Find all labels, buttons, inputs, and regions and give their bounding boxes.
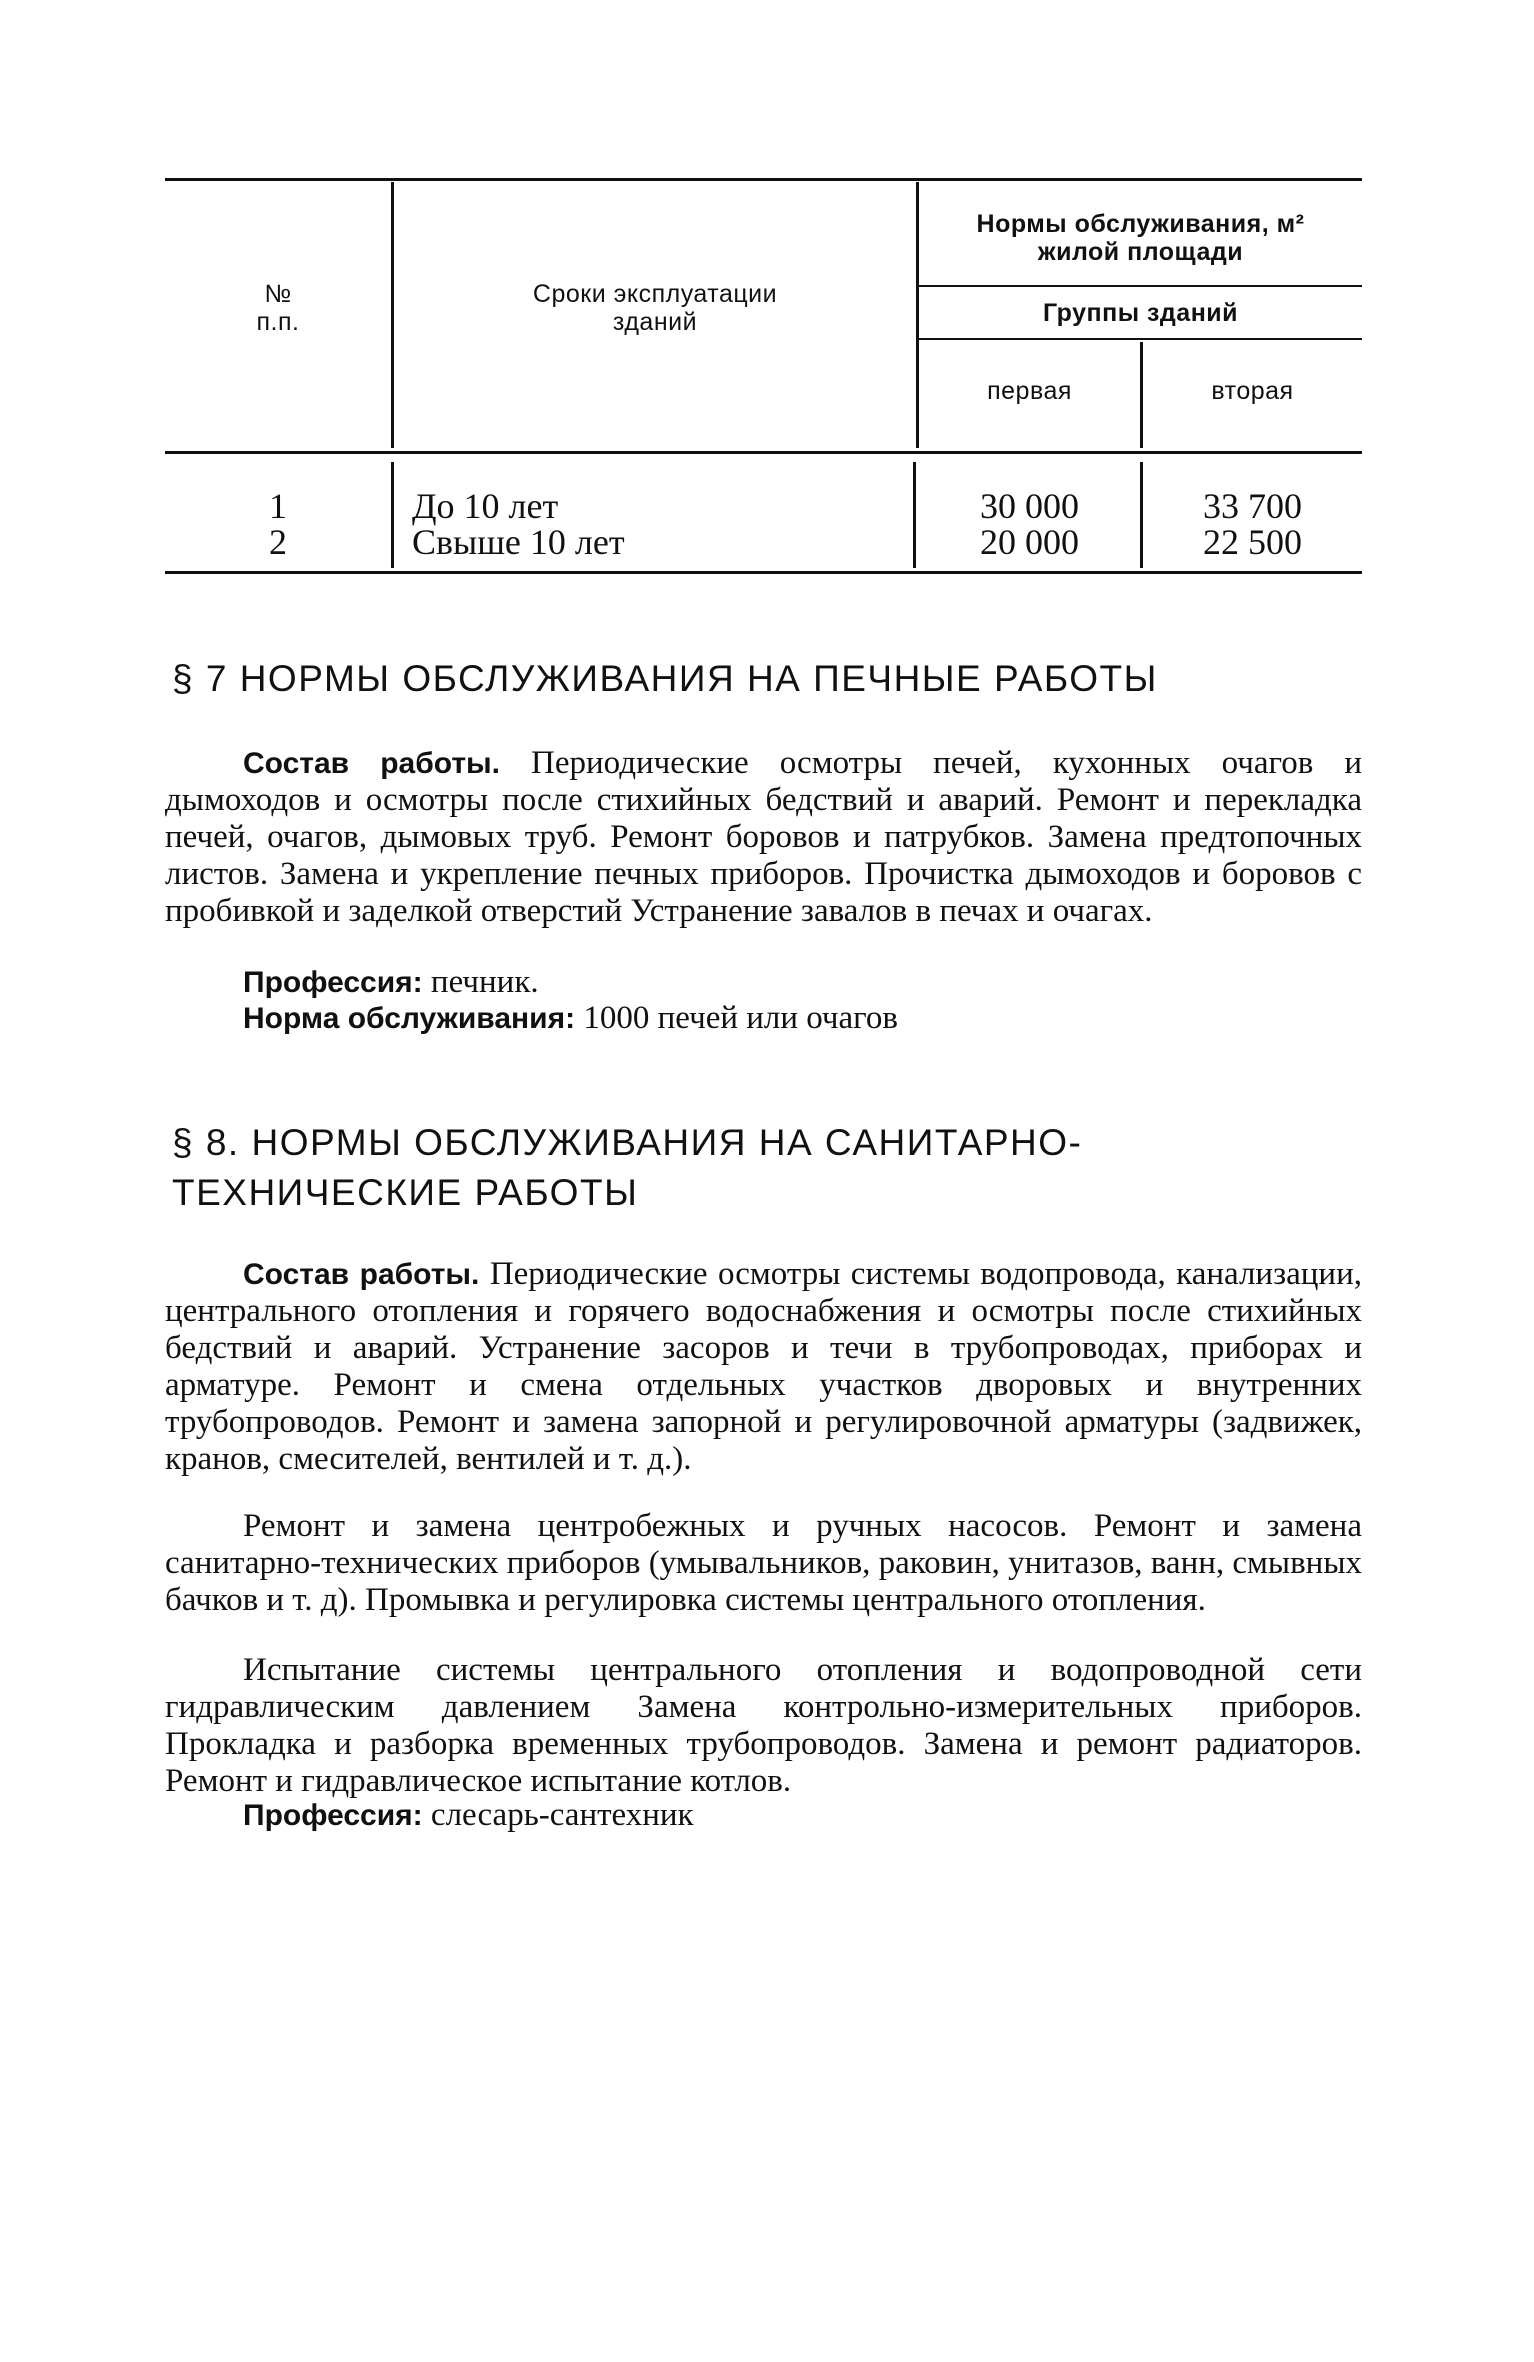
- table-rule-groups: [917, 338, 1362, 340]
- section8-paragraph1-text: Периодические осмотры системы водопровода, канализации, центрального отопления и горячего водоснабжения и осмотры после стихийных бедствий и аварий. Устранение засоров и течи в трубопроводах, приборах и арматуре. Ремонт и смена отдельных участков дворовых и внутренних трубопроводов. Ремонт и замена запорной и регулировочной арматуры (задвижек, кранов, смесителей, вентилей и т. д.).: [165, 1256, 1363, 1477]
- section8-profession-label: Профессия:: [243, 1799, 423, 1832]
- section7-composition: [165, 745, 1362, 930]
- section7-norm: [165, 1000, 1362, 1037]
- header-number: № п.п.: [256, 280, 300, 336]
- section8-profession: [165, 1797, 1362, 1834]
- row2-first: 20 000: [980, 522, 1079, 562]
- section7-profession-value: печник.: [430, 964, 539, 1000]
- section8-paragraph3-text: Испытание системы центрального отопления и водопроводной сети гидравлическим давлением Замена контрольно-измерительных приборов. Прокладка и разборка временных трубопроводов. Замена и ремонт радиаторов. Ремонт и гидравлическое испытание котлов.: [165, 1652, 1362, 1799]
- norms-table: [165, 178, 1362, 574]
- section8-heading-line1: § 8. НОРМЫ ОБСЛУЖИВАНИЯ НА САНИТАРНО-: [172, 1122, 1083, 1163]
- row1-period: До 10 лет: [412, 486, 559, 526]
- row1-num: 1: [269, 486, 287, 526]
- table-vline-2-body: [913, 462, 916, 568]
- section7-heading: § 7 НОРМЫ ОБСЛУЖИВАНИЯ НА ПЕЧНЫЕ РАБОТЫ: [172, 658, 1158, 699]
- table-bottom-rule: [165, 571, 1362, 574]
- row2-second: 22 500: [1203, 522, 1302, 562]
- section8-heading: [172, 1118, 1362, 1218]
- section7-profession-label: Профессия:: [243, 966, 423, 999]
- table-rule-norms: [917, 285, 1362, 287]
- section8-composition-label: Состав работы.: [243, 1258, 480, 1291]
- header-second: вторая: [1211, 377, 1294, 405]
- header-groups: Группы зданий: [1042, 299, 1239, 327]
- header-norms: Нормы обслуживания, м² жилой площади: [976, 210, 1305, 266]
- row2-period: Свыше 10 лет: [412, 522, 625, 562]
- section8-paragraph2-text: Ремонт и замена центробежных и ручных насосов. Ремонт и замена санитарно-технических приборов (умывальников, раковин, унитазов, ванн, смывных бачков и т. д). Промывка и регулировка системы центрального отопления.: [165, 1508, 1363, 1618]
- header-period: Сроки эксплуатации зданий: [532, 280, 778, 336]
- section8-paragraph1: [165, 1256, 1362, 1478]
- section7-composition-text: Периодические осмотры печей, кухонных очагов и дымоходов и осмотры после стихийных бедствий и аварий. Ремонт и перекладка печей, очагов, дымовых труб. Ремонт боровов и патрубков. Замена предтопочных листов. Замена и укрепление печных приборов. Прочистка дымоходов и боровов с пробивкой и заделкой отверстий Устранение завалов в печах и очагах.: [165, 745, 1363, 929]
- table-top-rule: [165, 178, 1362, 181]
- section7-norm-value: 1000 печей или очагов: [583, 1000, 898, 1036]
- section7-norm-label: Норма обслуживания:: [243, 1002, 576, 1035]
- section8-profession-value: слесарь-сантехник: [430, 1797, 694, 1833]
- table-header-rule: [165, 451, 1362, 454]
- section8-paragraph2: [165, 1508, 1362, 1619]
- section8-heading-line2: ТЕХНИЧЕСКИЕ РАБОТЫ: [172, 1172, 639, 1213]
- section7-composition-label: Состав работы.: [243, 747, 500, 780]
- row1-first: 30 000: [980, 486, 1079, 526]
- header-first: первая: [987, 377, 1072, 405]
- section8-paragraph3: [165, 1652, 1362, 1800]
- table-vline-1-body: [391, 462, 394, 568]
- section7-profession: [165, 964, 1362, 1001]
- row1-second: 33 700: [1203, 486, 1302, 526]
- row2-num: 2: [269, 522, 287, 562]
